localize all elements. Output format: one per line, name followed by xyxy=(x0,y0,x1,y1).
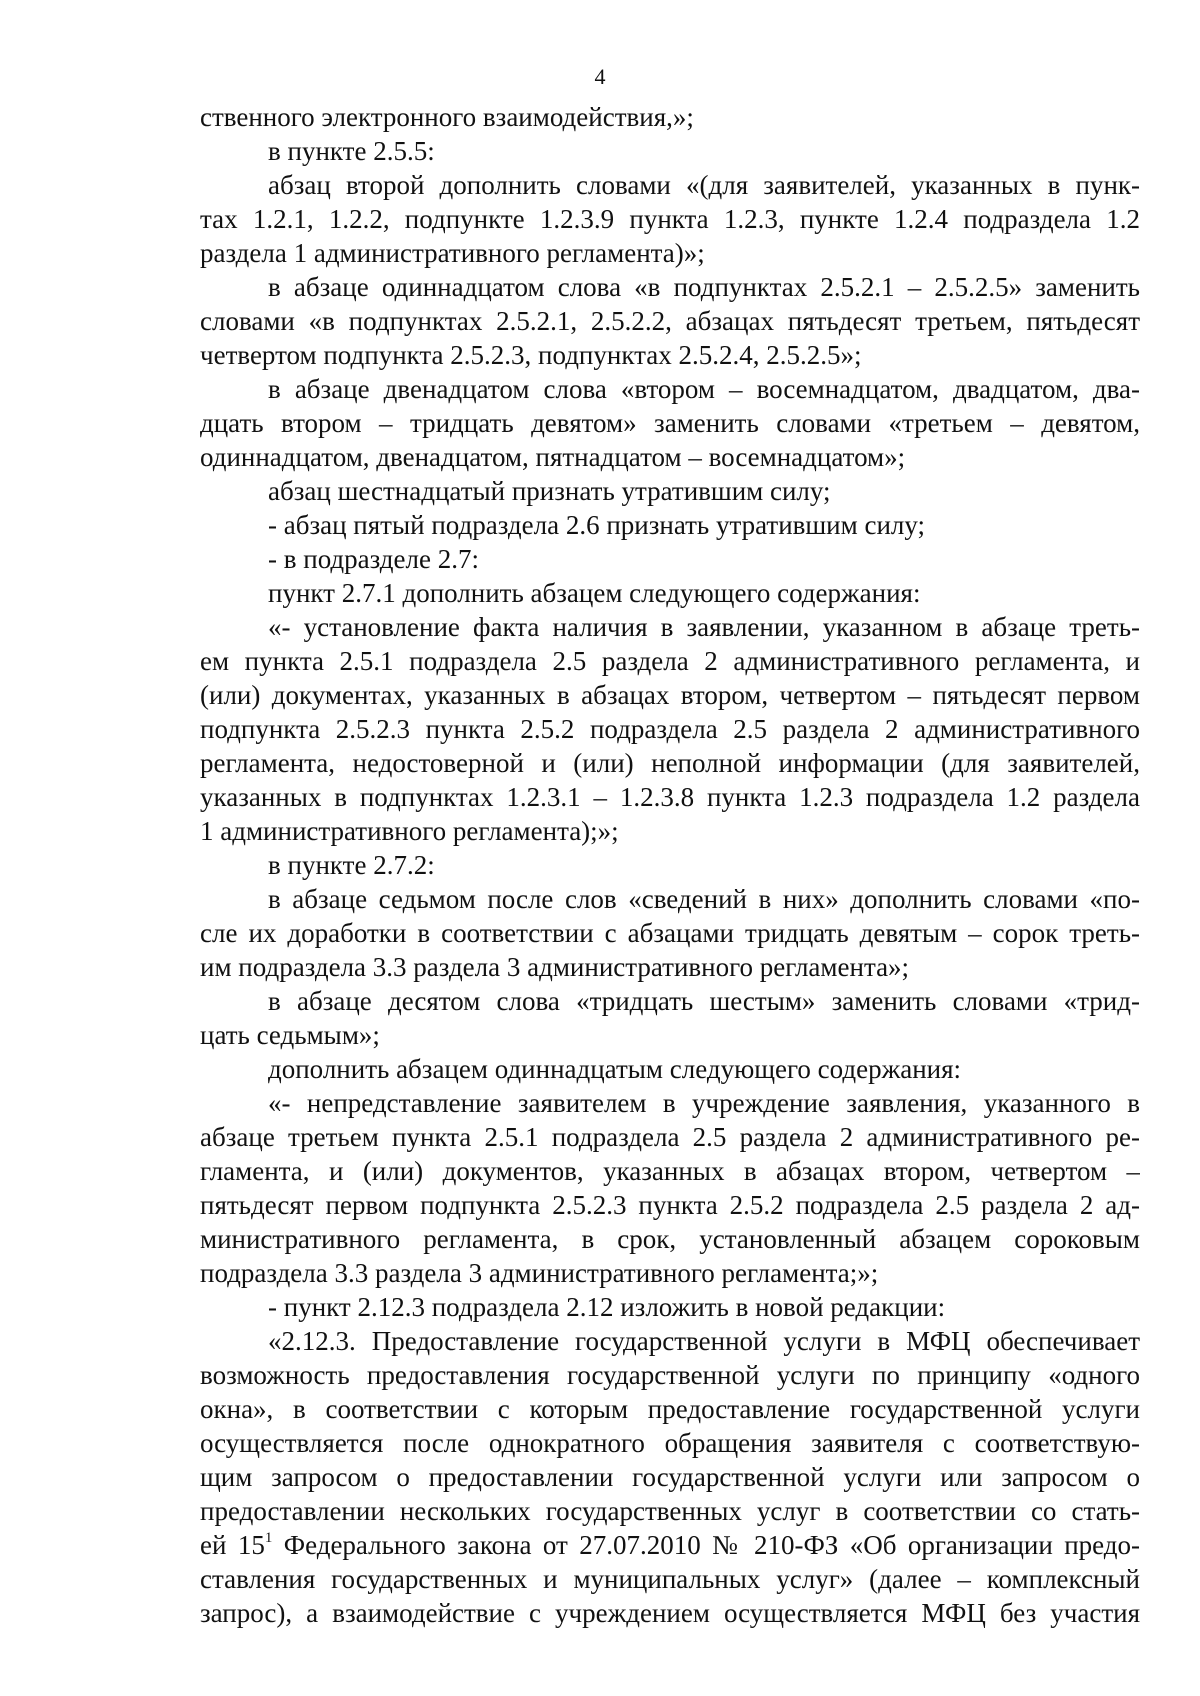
text-line: окна», в соответствии с которым предоставление государственной услуги xyxy=(200,1394,1140,1424)
text-line: в абзаце седьмом после слов «сведений в них» дополнить словами «по- xyxy=(268,884,1140,914)
text-line: абзаце третьем пункта 2.5.1 подраздела 2.5 раздела 2 административного ре- xyxy=(200,1122,1140,1152)
text-line: подпункта 2.5.2.3 пункта 2.5.2 подраздела 2.5 раздела 2 административного xyxy=(200,714,1140,744)
text-line: предоставлении нескольких государственных услуг в соответствии со стать- xyxy=(200,1496,1140,1526)
text-line: 1 административного регламента);»; xyxy=(200,816,619,846)
text-line: сле их доработки в соответствии с абзацами тридцать девятым – сорок треть- xyxy=(200,918,1140,948)
text-line: дополнить абзацем одиннадцатым следующего содержания: xyxy=(268,1054,962,1084)
text-line: одиннадцатом, двенадцатом, пятнадцатом – восемнадцатом»; xyxy=(200,442,906,472)
text-line: (или) документах, указанных в абзацах втором, четвертом – пятьдесят первом xyxy=(200,680,1140,710)
text-line: дцать втором – тридцать девятом» заменить словами «третьем – девятом, xyxy=(200,408,1140,438)
text-line: подраздела 3.3 раздела 3 административного регламента;»; xyxy=(200,1258,879,1288)
text-line: раздела 1 административного регламента)»; xyxy=(200,238,705,268)
superscript: 1 xyxy=(264,1530,273,1546)
text-line-with-superscript xyxy=(200,1528,1140,1562)
text-line: в абзаце одиннадцатом слова «в подпунктах 2.5.2.1 – 2.5.2.5» заменить xyxy=(268,272,1140,302)
text-line: в абзаце двенадцатом слова «втором – восемнадцатом, двадцатом, два- xyxy=(268,374,1140,404)
text-line: в абзаце десятом слова «тридцать шестым» заменить словами «трид- xyxy=(268,986,1140,1016)
text-line: пункт 2.7.1 дополнить абзацем следующего содержания: xyxy=(268,578,921,608)
text-fragment: ей 15 xyxy=(200,1530,265,1560)
text-line: в пункте 2.5.5: xyxy=(268,136,435,166)
text-line: запрос), а взаимодействие с учреждением осуществляется МФЦ без участия xyxy=(200,1598,1140,1628)
text-line: пятьдесят первом подпункта 2.5.2.3 пункта 2.5.2 подраздела 2.5 раздела 2 ад- xyxy=(200,1190,1140,1220)
text-line: указанных в подпунктах 1.2.3.1 – 1.2.3.8 пункта 1.2.3 подраздела 1.2 раздела xyxy=(200,782,1140,812)
text-line: гламента, и (или) документов, указанных в абзацах втором, четвертом – xyxy=(200,1156,1140,1186)
text-line: четвертом подпункта 2.5.2.3, подпунктах 2.5.2.4, 2.5.2.5»; xyxy=(200,340,862,370)
text-line: тах 1.2.1, 1.2.2, подпункте 1.2.3.9 пункта 1.2.3, пункте 1.2.4 подраздела 1.2 xyxy=(200,204,1140,234)
text-line: ственного электронного взаимодействия,»; xyxy=(200,102,694,132)
text-line: в пункте 2.7.2: xyxy=(268,850,435,880)
text-fragment: Федерального закона от 27.07.2010 № 210-ФЗ «Об организации предо- xyxy=(272,1530,1140,1560)
text-line: «- непредставление заявителем в учреждение заявления, указанного в xyxy=(268,1088,1140,1118)
text-line: словами «в подпунктах 2.5.2.1, 2.5.2.2, абзацах пятьдесят третьем, пятьдесят xyxy=(200,306,1140,336)
text-line: регламента, недостоверной и (или) неполной информации (для заявителей, xyxy=(200,748,1140,778)
text-line: цать седьмым»; xyxy=(200,1020,380,1050)
text-line: им подраздела 3.3 раздела 3 административного регламента»; xyxy=(200,952,910,982)
text-line: возможность предоставления государственной услуги по принципу «одного xyxy=(200,1360,1140,1390)
text-line: - в подразделе 2.7: xyxy=(268,544,479,574)
text-line: осуществляется после однократного обращения заявителя с соответствую- xyxy=(200,1428,1140,1458)
text-line: щим запросом о предоставлении государственной услуги или запросом о xyxy=(200,1462,1140,1492)
text-line: абзац второй дополнить словами «(для заявителей, указанных в пунк- xyxy=(268,170,1140,200)
page-number: 4 xyxy=(594,64,606,89)
text-line: «2.12.3. Предоставление государственной услуги в МФЦ обеспечивает xyxy=(268,1326,1140,1356)
text-line: абзац шестнадцатый признать утратившим силу; xyxy=(268,476,831,506)
text-line: ем пункта 2.5.1 подраздела 2.5 раздела 2 административного регламента, и xyxy=(200,646,1140,676)
text-line: министративного регламента, в срок, установленный абзацем сороковым xyxy=(200,1224,1140,1254)
text-line: - абзац пятый подраздела 2.6 признать утратившим силу; xyxy=(268,510,926,540)
text-line: «- установление факта наличия в заявлении, указанном в абзаце треть- xyxy=(268,612,1140,642)
text-line: ставления государственных и муниципальных услуг» (далее – комплексный xyxy=(200,1564,1140,1594)
text-line: - пункт 2.12.3 подраздела 2.12 изложить в новой редакции: xyxy=(268,1292,946,1322)
